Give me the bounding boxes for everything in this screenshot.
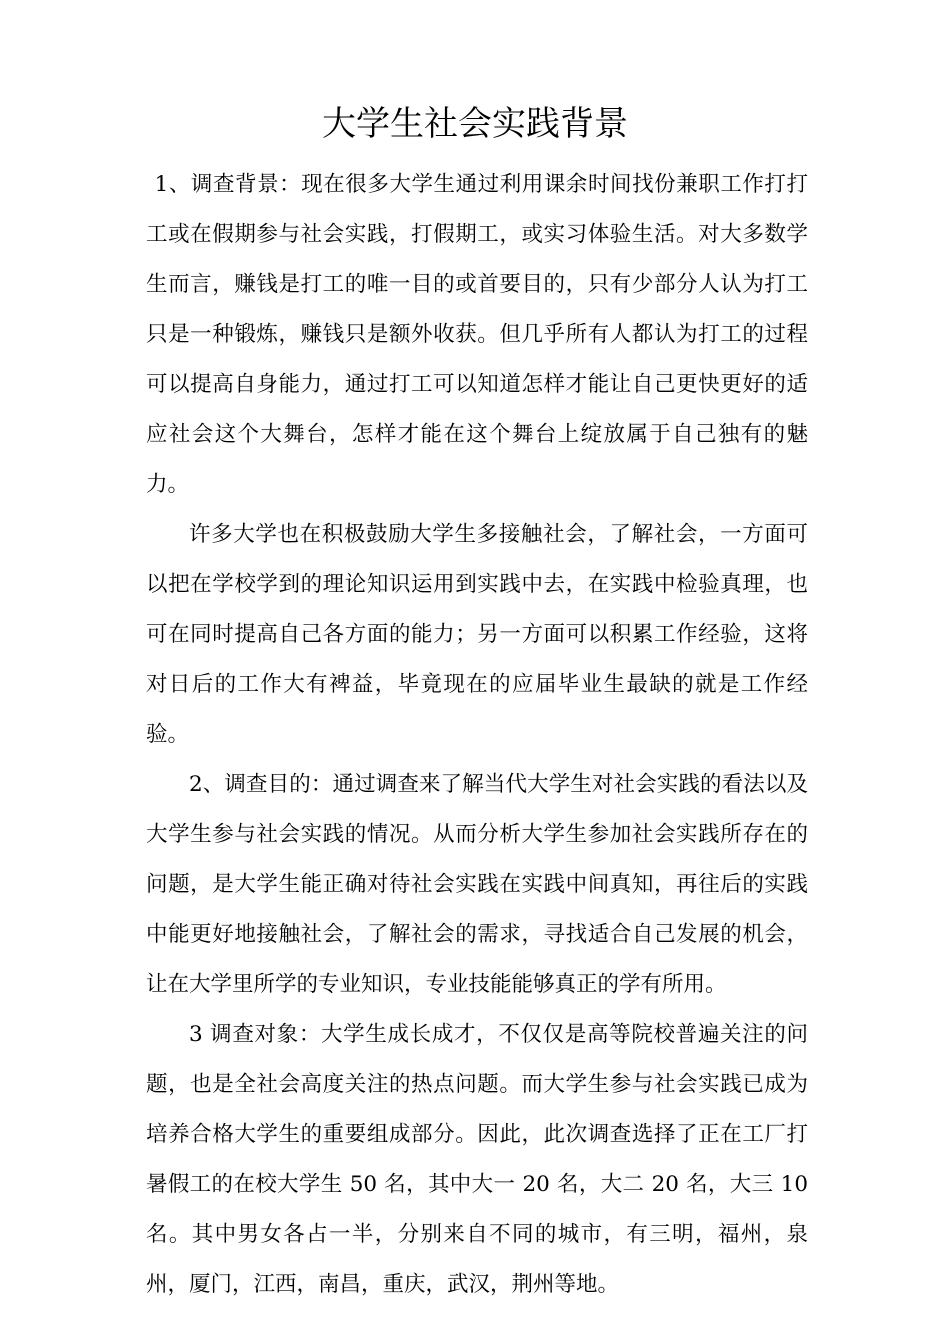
document-title: 大学生社会实践背景 <box>322 104 628 144</box>
paragraph-subjects: 3 调查对象：大学生成长成才，不仅仅是高等院校普遍关注的问题，也是全社会高度关注的热点问题。而大学生参与社会实践已成为培养合格大学生的重要组成部分。因此，此次调查选择了正在工厂打暑假工的在校大学生 50 名，其中大一 20 名，大二 20 名，大三 10 名。其中男女各占一半，分别来自不同的城市，有三明，福州，泉州，厦门，江西，南昌，重庆，武汉，荆州等地。 <box>146 1022 808 1297</box>
paragraph-universities-encourage: 许多大学也在积极鼓励大学生多接触社会，了解社会，一方面可以把在学校学到的理论知识运用到实践中去，在实践中检验真理，也可在同时提高自己各方面的能力；另一方面可以积累工作经验，这将对日后的工作大有裨益，毕竟现在的应届毕业生最缺的就是工作经验。 <box>146 522 808 747</box>
paragraph-background: 1、调查背景：现在很多大学生通过利用课余时间找份兼职工作打打工或在假期参与社会实践，打假期工，或实习体验生活。对大多数学生而言，赚钱是打工的唯一目的或首要目的，只有少部分人认为打工只是一种锻炼，赚钱只是额外收获。但几乎所有人都认为打工的过程可以提高自身能力，通过打工可以知道怎样才能让自己更快更好的适应社会这个大舞台，怎样才能在这个舞台上绽放属于自己独有的魅力。 <box>146 172 808 497</box>
document-body <box>146 160 808 1310</box>
paragraph-purpose: 2、调查目的：通过调查来了解当代大学生对社会实践的看法以及大学生参与社会实践的情况。从而分析大学生参加社会实践所存在的问题，是大学生能正确对待社会实践在实践中间真知，再往后的实践中能更好地接触社会，了解社会的需求，寻找适合自己发展的机会，让在大学里所学的专业知识，专业技能能够真正的学有所用。 <box>146 772 808 997</box>
